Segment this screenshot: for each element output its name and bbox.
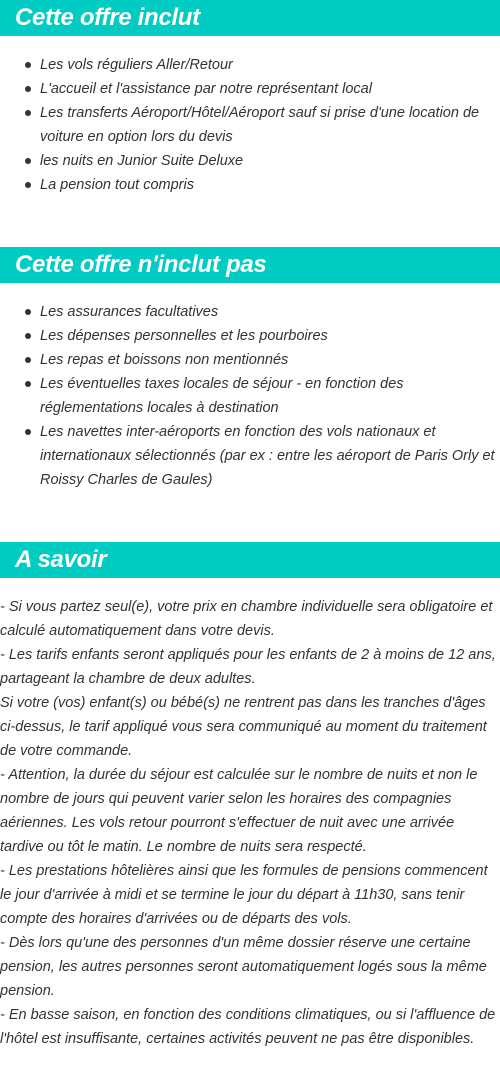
a-savoir-text: [0, 595, 496, 1051]
list-item: Les assurances facultatives: [0, 300, 500, 324]
list-item: Les repas et boissons non mentionnés: [0, 348, 500, 372]
section-header-a-savoir: [0, 542, 500, 578]
info-paragraph: - Attention, la durée du séjour est calculée sur le nombre de nuits et non le nombre de jours qui peuvent varier selon les horaires des compagnies aériennes. Les vols retour pourront s'effectuer de nuit avec une arrivée tardive ou tôt le matin. Le nombre de nuits sera respecté.: [0, 767, 478, 855]
section-title: Cette offre inclut: [15, 4, 200, 31]
info-paragraph: - Les tarifs enfants seront appliqués pour les enfants de 2 à moins de 12 ans, partageant la chambre de deux adultes.: [0, 647, 496, 687]
list-item: Les transferts Aéroport/Hôtel/Aéroport sauf si prise d'une location de voiture en option lors du devis: [0, 101, 500, 149]
list-item: les nuits en Junior Suite Deluxe: [0, 149, 500, 173]
list-item: La pension tout compris: [0, 173, 500, 197]
list-item: Les vols réguliers Aller/Retour: [0, 53, 500, 77]
info-paragraph: - Si vous partez seul(e), votre prix en chambre individuelle sera obligatoire et calculé automatiquement dans votre devis.: [0, 599, 493, 639]
info-paragraph: - Les prestations hôtelières ainsi que les formules de pensions commencent le jour d'arrivée à midi et se termine le jour du départ à 11h30, sans tenir compte des horaires d'arrivées ou de départs des vols.: [0, 863, 488, 927]
list-item: L'accueil et l'assistance par notre représentant local: [0, 77, 500, 101]
list-item: Les navettes inter-aéroports en fonction des vols nationaux et internationaux sélectionnés (par ex : entre les aéroport de Paris Orly et Roissy Charles de Gaules): [0, 420, 500, 492]
section-title: A savoir: [15, 546, 107, 573]
section-header-offre-inclut: [0, 0, 500, 36]
list-item: Les dépenses personnelles et les pourboires: [0, 324, 500, 348]
info-paragraph: - Dès lors qu'une des personnes d'un même dossier réserve une certaine pension, les autres personnes seront automatiquement logés sous la même pension.: [0, 935, 487, 999]
info-paragraph: - En basse saison, en fonction des conditions climatiques, ou si l'affluence de l'hôtel est insuffisante, certaines activités peuvent ne pas être disponibles.: [0, 1007, 496, 1047]
not-included-list: [0, 300, 500, 492]
section-header-offre-non-inclut: [0, 247, 500, 283]
info-paragraph: Si votre (vos) enfant(s) ou bébé(s) ne rentrent pas dans les tranches d'âges ci-dessus, le tarif appliqué vous sera communiqué au moment du traitement de votre commande.: [0, 695, 487, 759]
section-title: Cette offre n'inclut pas: [15, 251, 267, 278]
list-item: Les éventuelles taxes locales de séjour - en fonction des réglementations locales à destination: [0, 372, 500, 420]
included-list: [0, 53, 500, 197]
